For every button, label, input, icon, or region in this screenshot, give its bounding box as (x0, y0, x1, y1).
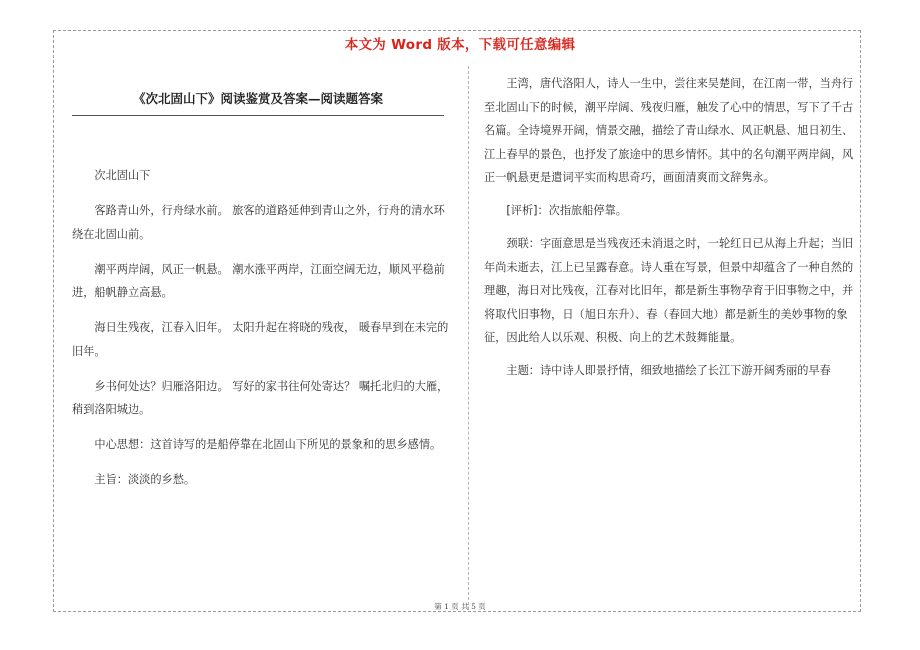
word-version-banner: 本文为 Word 版本，下载可任意编辑 (344, 37, 576, 53)
document-title: 《次北固山下》阅读鉴赏及答案—阅读题答案 (132, 91, 383, 106)
poem-line-1: 客路青山外，行舟绿水前。 旅客的道路延伸到青山之外，行舟的清水环绕在北固山前。 (72, 204, 445, 241)
poem-line-4: 乡书何处达？归雁洛阳边。 写好的家书往何处寄达？ 嘱托北归的大雁，稍到洛阳城边。 (72, 379, 449, 416)
commentary: [评析]：次指旅船停靠。 (506, 204, 627, 217)
theme-summary: 主旨：淡淡的乡愁。 (94, 473, 196, 486)
theme-paragraph: 主题：诗中诗人即景抒情，细致地描绘了长江下游开阔秀丽的早春 (506, 364, 831, 377)
column-divider (468, 66, 469, 610)
author-intro: 王湾，唐代洛阳人，诗人一生中，尝往来吴楚间，在江南一带，当舟行至北固山下的时候，潮平岸阔、残夜归雁，触发了心中的情思，写下了千古名篇。全诗境界开阔，情景交融，描绘了青山绿水、风正帆悬、旭日初生、江上春早的景色，也抒发了旅途中的思乡情怀。其中的名句潮平两岸阔，风正一帆悬更是遣词平实而构思奇巧，画面清爽而文辞隽永。 (484, 77, 854, 184)
central-idea: 中心思想：这首诗写的是船停靠在北固山下所见的景象和的思乡感情。 (94, 438, 442, 451)
left-column (72, 164, 454, 503)
poem-line-3: 海日生残夜，江春入旧年。 太阳升起在将晓的残夜， 暖春早到在未完的旧年。 (72, 321, 449, 358)
page-number: 第 1 页 共 5 页 (434, 602, 486, 611)
poem-title: 次北固山下 (94, 169, 151, 182)
right-column (484, 72, 856, 392)
poem-line-2: 潮平两岸阔，风正一帆悬。 潮水涨平两岸，江面空阔无边，顺风平稳前进，船帆静立高悬。 (72, 262, 445, 299)
title-underline (72, 115, 444, 116)
neck-couplet-analysis: 颈联：字面意思是当残夜还未消退之时，一轮红日已从海上升起；当旧年尚未逝去，江上已呈露春意。诗人重在写景，但景中却蕴含了一种自然的理趣，海日对比残夜，江春对比旧年，都是新生事物孕育于旧事物之中，并将取代旧事物，日（旭日东升）、春（春回大地）都是新生的美妙事物的象征，因此给人以乐观、积极、向上的艺术鼓舞能量。 (484, 237, 854, 344)
